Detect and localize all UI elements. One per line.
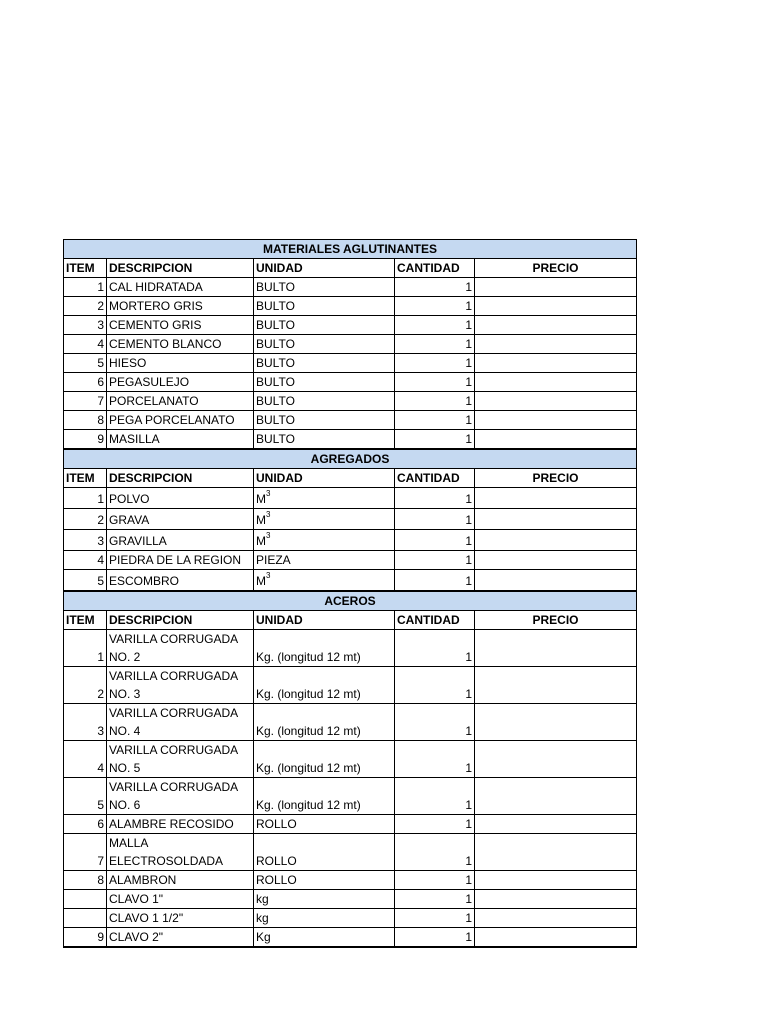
table-row [64, 741, 637, 778]
description-line: NO. 5 [109, 761, 141, 775]
item-cell: 8 [64, 871, 107, 890]
item-cell: 9 [64, 430, 107, 450]
quantity-cell: 1 [395, 570, 475, 592]
price-cell[interactable] [475, 354, 637, 373]
table-row [64, 509, 637, 530]
item-cell: 5 [64, 354, 107, 373]
materials-sheet [63, 239, 636, 948]
price-cell[interactable] [475, 741, 637, 778]
item-cell: 2 [64, 297, 107, 316]
description-cell [107, 630, 254, 667]
item-cell: 5 [64, 570, 107, 592]
description-line: VARILLA CORRUGADA [109, 780, 239, 794]
section-title: ACEROS [64, 591, 637, 611]
table-row [64, 871, 637, 890]
unit-cell: BULTO [254, 278, 395, 297]
price-cell[interactable] [475, 815, 637, 834]
price-cell[interactable] [475, 278, 637, 297]
description-line: MALLA [109, 836, 149, 850]
item-cell: 1 [64, 278, 107, 297]
price-cell[interactable] [475, 411, 637, 430]
table-row [64, 704, 637, 741]
description-cell: CAL HIDRATADA [107, 278, 254, 297]
column-header-row [64, 259, 637, 278]
unit-superscript: 3 [266, 531, 271, 540]
unit-cell: ROLLO [254, 815, 395, 834]
unit-cell: Kg. (longitud 12 mt) [254, 630, 395, 667]
unit-cell [254, 530, 395, 551]
unit-cell: BULTO [254, 373, 395, 392]
item-cell: 1 [64, 488, 107, 509]
header-descripcion: DESCRIPCION [107, 469, 254, 488]
table-row [64, 297, 637, 316]
quantity-cell: 1 [395, 667, 475, 704]
header-cantidad: CANTIDAD [395, 259, 475, 278]
table-row [64, 411, 637, 430]
table-row [64, 928, 637, 948]
quantity-cell: 1 [395, 871, 475, 890]
description-line: NO. 6 [109, 798, 141, 812]
description-cell: GRAVILLA [107, 530, 254, 551]
item-cell: 6 [64, 373, 107, 392]
unit-cell: BULTO [254, 411, 395, 430]
header-descripcion: DESCRIPCION [107, 611, 254, 630]
table-row [64, 630, 637, 667]
quantity-cell: 1 [395, 909, 475, 928]
description-cell [107, 667, 254, 704]
unit-cell: BULTO [254, 430, 395, 450]
item-cell [64, 890, 107, 909]
item-cell: 2 [64, 667, 107, 704]
header-unidad: UNIDAD [254, 259, 395, 278]
unit-cell: PIEZA [254, 551, 395, 570]
unit-text: M [256, 574, 266, 588]
unit-cell: Kg. (longitud 12 mt) [254, 778, 395, 815]
price-cell[interactable] [475, 909, 637, 928]
quantity-cell: 1 [395, 430, 475, 450]
unit-cell: BULTO [254, 316, 395, 335]
description-line: NO. 2 [109, 650, 141, 664]
price-cell[interactable] [475, 551, 637, 570]
quantity-cell: 1 [395, 551, 475, 570]
unit-text: M [256, 534, 266, 548]
description-line: NO. 3 [109, 687, 141, 701]
price-cell[interactable] [475, 530, 637, 551]
unit-superscript: 3 [266, 571, 271, 580]
item-cell: 7 [64, 392, 107, 411]
table-row [64, 778, 637, 815]
quantity-cell: 1 [395, 297, 475, 316]
quantity-cell: 1 [395, 411, 475, 430]
table-row [64, 667, 637, 704]
table-row [64, 430, 637, 450]
price-cell[interactable] [475, 373, 637, 392]
table-row [64, 392, 637, 411]
column-header-row [64, 469, 637, 488]
column-header-row [64, 611, 637, 630]
quantity-cell: 1 [395, 509, 475, 530]
description-cell: PEGA PORCELANATO [107, 411, 254, 430]
materials-table [63, 239, 637, 948]
description-cell: PIEDRA DE LA REGION [107, 551, 254, 570]
unit-cell [254, 488, 395, 509]
table-row [64, 551, 637, 570]
table-row [64, 815, 637, 834]
description-cell: ALAMBRON [107, 871, 254, 890]
unit-cell: Kg [254, 928, 395, 948]
table-row [64, 890, 637, 909]
description-line: VARILLA CORRUGADA [109, 669, 239, 683]
unit-cell [254, 509, 395, 530]
table-row [64, 834, 637, 871]
description-line: VARILLA CORRUGADA [109, 632, 239, 646]
item-cell: 1 [64, 630, 107, 667]
quantity-cell: 1 [395, 704, 475, 741]
item-cell: 4 [64, 335, 107, 354]
price-cell[interactable] [475, 316, 637, 335]
description-cell: ALAMBRE RECOSIDO [107, 815, 254, 834]
unit-cell: kg [254, 909, 395, 928]
price-cell[interactable] [475, 928, 637, 948]
description-cell: ESCOMBRO [107, 570, 254, 592]
quantity-cell: 1 [395, 354, 475, 373]
section-title: AGREGADOS [64, 449, 637, 469]
unit-cell: ROLLO [254, 871, 395, 890]
unit-cell: BULTO [254, 354, 395, 373]
unit-text: M [256, 513, 266, 527]
header-cantidad: CANTIDAD [395, 469, 475, 488]
table-row [64, 373, 637, 392]
table-row [64, 354, 637, 373]
quantity-cell: 1 [395, 890, 475, 909]
item-cell: 6 [64, 815, 107, 834]
quantity-cell: 1 [395, 392, 475, 411]
price-cell[interactable] [475, 834, 637, 871]
price-cell[interactable] [475, 630, 637, 667]
item-cell: 8 [64, 411, 107, 430]
section-header-row [64, 591, 637, 611]
table-row [64, 316, 637, 335]
unit-cell: kg [254, 890, 395, 909]
description-line: VARILLA CORRUGADA [109, 706, 239, 720]
quantity-cell: 1 [395, 335, 475, 354]
unit-cell: BULTO [254, 335, 395, 354]
price-cell[interactable] [475, 297, 637, 316]
description-cell [107, 704, 254, 741]
section-header-row [64, 449, 637, 469]
header-unidad: UNIDAD [254, 469, 395, 488]
description-cell: CLAVO 1 1/2" [107, 909, 254, 928]
header-precio: PRECIO [475, 611, 637, 630]
unit-cell: Kg. (longitud 12 mt) [254, 667, 395, 704]
description-line: ELECTROSOLDADA [109, 854, 224, 868]
price-cell[interactable] [475, 488, 637, 509]
price-cell[interactable] [475, 704, 637, 741]
section-title: MATERIALES AGLUTINANTES [64, 240, 637, 259]
description-cell: CLAVO 1" [107, 890, 254, 909]
quantity-cell: 1 [395, 630, 475, 667]
unit-superscript: 3 [266, 489, 271, 498]
description-cell: MORTERO GRIS [107, 297, 254, 316]
unit-cell: Kg. (longitud 12 mt) [254, 741, 395, 778]
quantity-cell: 1 [395, 316, 475, 335]
quantity-cell: 1 [395, 778, 475, 815]
header-descripcion: DESCRIPCION [107, 259, 254, 278]
header-precio: PRECIO [475, 469, 637, 488]
item-cell: 3 [64, 530, 107, 551]
table-row [64, 335, 637, 354]
description-cell: GRAVA [107, 509, 254, 530]
unit-cell: ROLLO [254, 834, 395, 871]
quantity-cell: 1 [395, 488, 475, 509]
header-precio: PRECIO [475, 259, 637, 278]
item-cell: 3 [64, 704, 107, 741]
description-cell: CEMENTO GRIS [107, 316, 254, 335]
quantity-cell: 1 [395, 741, 475, 778]
price-cell[interactable] [475, 778, 637, 815]
header-item: ITEM [64, 611, 107, 630]
price-cell[interactable] [475, 392, 637, 411]
description-cell: PORCELANATO [107, 392, 254, 411]
table-row [64, 530, 637, 551]
description-cell: POLVO [107, 488, 254, 509]
quantity-cell: 1 [395, 278, 475, 297]
unit-superscript: 3 [266, 510, 271, 519]
header-item: ITEM [64, 469, 107, 488]
description-cell [107, 741, 254, 778]
description-cell [107, 778, 254, 815]
quantity-cell: 1 [395, 834, 475, 871]
item-cell: 7 [64, 834, 107, 871]
price-cell[interactable] [475, 667, 637, 704]
table-row [64, 278, 637, 297]
unit-cell: BULTO [254, 297, 395, 316]
item-cell: 9 [64, 928, 107, 948]
header-cantidad: CANTIDAD [395, 611, 475, 630]
unit-cell: BULTO [254, 392, 395, 411]
unit-cell: Kg. (longitud 12 mt) [254, 704, 395, 741]
price-cell[interactable] [475, 890, 637, 909]
quantity-cell: 1 [395, 530, 475, 551]
header-item: ITEM [64, 259, 107, 278]
item-cell: 3 [64, 316, 107, 335]
quantity-cell: 1 [395, 928, 475, 948]
price-cell[interactable] [475, 509, 637, 530]
table-row [64, 570, 637, 592]
item-cell [64, 909, 107, 928]
unit-text: M [256, 492, 266, 506]
description-line: NO. 4 [109, 724, 141, 738]
item-cell: 2 [64, 509, 107, 530]
quantity-cell: 1 [395, 373, 475, 392]
price-cell[interactable] [475, 335, 637, 354]
item-cell: 4 [64, 741, 107, 778]
header-unidad: UNIDAD [254, 611, 395, 630]
table-row [64, 488, 637, 509]
price-cell[interactable] [475, 570, 637, 592]
quantity-cell: 1 [395, 815, 475, 834]
price-cell[interactable] [475, 871, 637, 890]
section-header-row [64, 240, 637, 259]
description-cell: CLAVO 2" [107, 928, 254, 948]
unit-cell [254, 570, 395, 592]
description-cell: PEGASULEJO [107, 373, 254, 392]
table-row [64, 909, 637, 928]
description-cell [107, 834, 254, 871]
item-cell: 5 [64, 778, 107, 815]
description-cell: CEMENTO BLANCO [107, 335, 254, 354]
description-cell: HIESO [107, 354, 254, 373]
item-cell: 4 [64, 551, 107, 570]
description-line: VARILLA CORRUGADA [109, 743, 239, 757]
price-cell[interactable] [475, 430, 637, 450]
description-cell: MASILLA [107, 430, 254, 450]
